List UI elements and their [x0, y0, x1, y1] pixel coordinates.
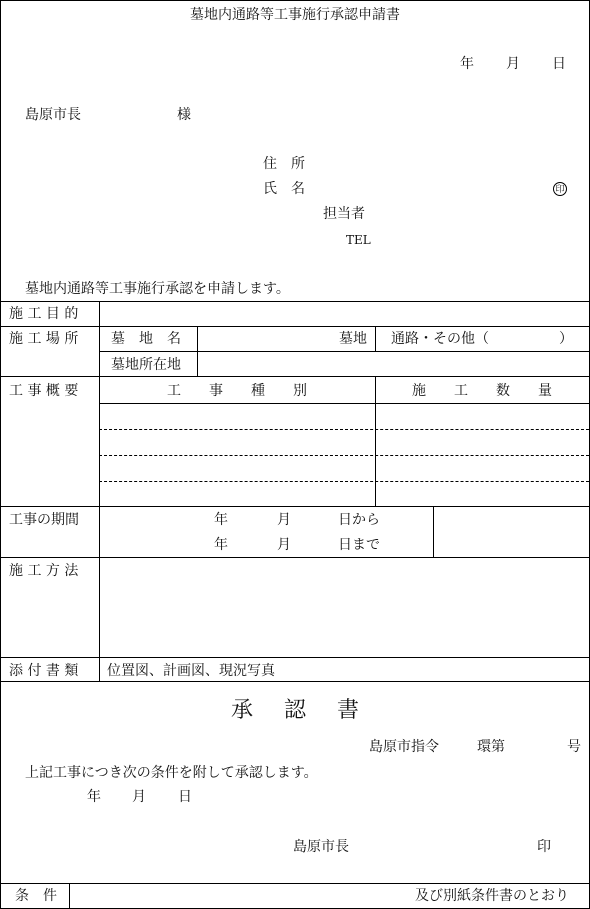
applicant-contact-label: 担当者 [323, 206, 365, 222]
overview-dashed-rule-3 [99, 481, 589, 482]
approval-reference-middle: 環第 [477, 739, 505, 755]
location-label: 施 工 場 所 [9, 331, 79, 347]
conditions-column-divider [69, 883, 70, 908]
method-row-rule [1, 657, 589, 658]
overview-row-rule [1, 506, 589, 507]
overview-dashed-rule-2 [99, 455, 589, 456]
overview-header-rule [99, 403, 589, 404]
overview-type-header: 工 事 種 別 [167, 383, 307, 399]
addressee-honorific: 様 [177, 107, 191, 123]
conditions-top-rule [1, 883, 589, 884]
attachments-label: 添 付 書 類 [9, 663, 79, 679]
applicant-tel-label: TEL [346, 233, 371, 247]
purpose-label: 施 工 目 的 [9, 306, 79, 322]
approval-seal-label: 印 [537, 839, 551, 855]
method-label: 施 工 方 法 [9, 563, 79, 579]
period-column-divider [433, 506, 434, 557]
period-from-year: 年 [214, 512, 228, 528]
application-statement: 墓地内通路等工事施行承認を申請します。 [25, 281, 290, 297]
approval-date-day: 日 [178, 789, 192, 805]
approval-title: 承 認 書 [231, 698, 371, 723]
period-to-month: 月 [277, 537, 291, 553]
period-to-year: 年 [214, 537, 228, 553]
attachments-row-rule [1, 681, 589, 682]
applicant-seal-mark: 印 [553, 182, 567, 196]
cemetery-address-label: 墓地所在地 [111, 357, 181, 373]
cemetery-suffix: 墓地 [339, 331, 367, 347]
approval-date-month: 月 [132, 789, 146, 805]
approval-reference-suffix: 号 [567, 739, 581, 755]
purpose-row-rule [1, 326, 589, 327]
date-year-label: 年 [460, 56, 474, 72]
approval-date-year: 年 [87, 789, 101, 805]
period-to-day: 日まで [338, 537, 380, 553]
applicant-address-label: 住 所 [263, 156, 305, 172]
cemetery-name-label: 墓 地 名 [111, 331, 181, 347]
approval-reference-prefix: 島原市指令 [369, 739, 439, 755]
conditions-value: 及び別紙条件書のとおり [415, 888, 569, 904]
overview-label: 工 事 概 要 [9, 383, 79, 399]
overview-dashed-rule-1 [99, 429, 589, 430]
period-label: 工事の期間 [9, 512, 79, 528]
period-from-day: 日から [338, 512, 380, 528]
applicant-name-label: 氏 名 [263, 181, 305, 197]
approval-statement: 上記工事につき次の条件を附して承認します。 [25, 765, 318, 781]
label-column-divider [99, 301, 100, 681]
attachments-value: 位置図、計画図、現況写真 [107, 663, 275, 679]
addressee-name: 島原市長 [25, 107, 81, 123]
table-top-rule [1, 301, 589, 302]
passage-option-text: 通路・その他（ ） [391, 331, 573, 347]
conditions-label: 条 件 [15, 888, 57, 904]
overview-quantity-header: 施 工 数 量 [412, 383, 552, 399]
location-inner-rule [99, 351, 589, 352]
period-from-month: 月 [277, 512, 291, 528]
date-day-label: 日 [552, 56, 566, 72]
period-row-rule [1, 557, 589, 558]
date-month-label: 月 [506, 56, 520, 72]
location-row-rule [1, 376, 589, 377]
approval-signer: 島原市長 [293, 839, 349, 855]
cemetery-name-divider [375, 326, 376, 351]
form-title: 墓地内通路等工事施行承認申請書 [190, 7, 400, 23]
